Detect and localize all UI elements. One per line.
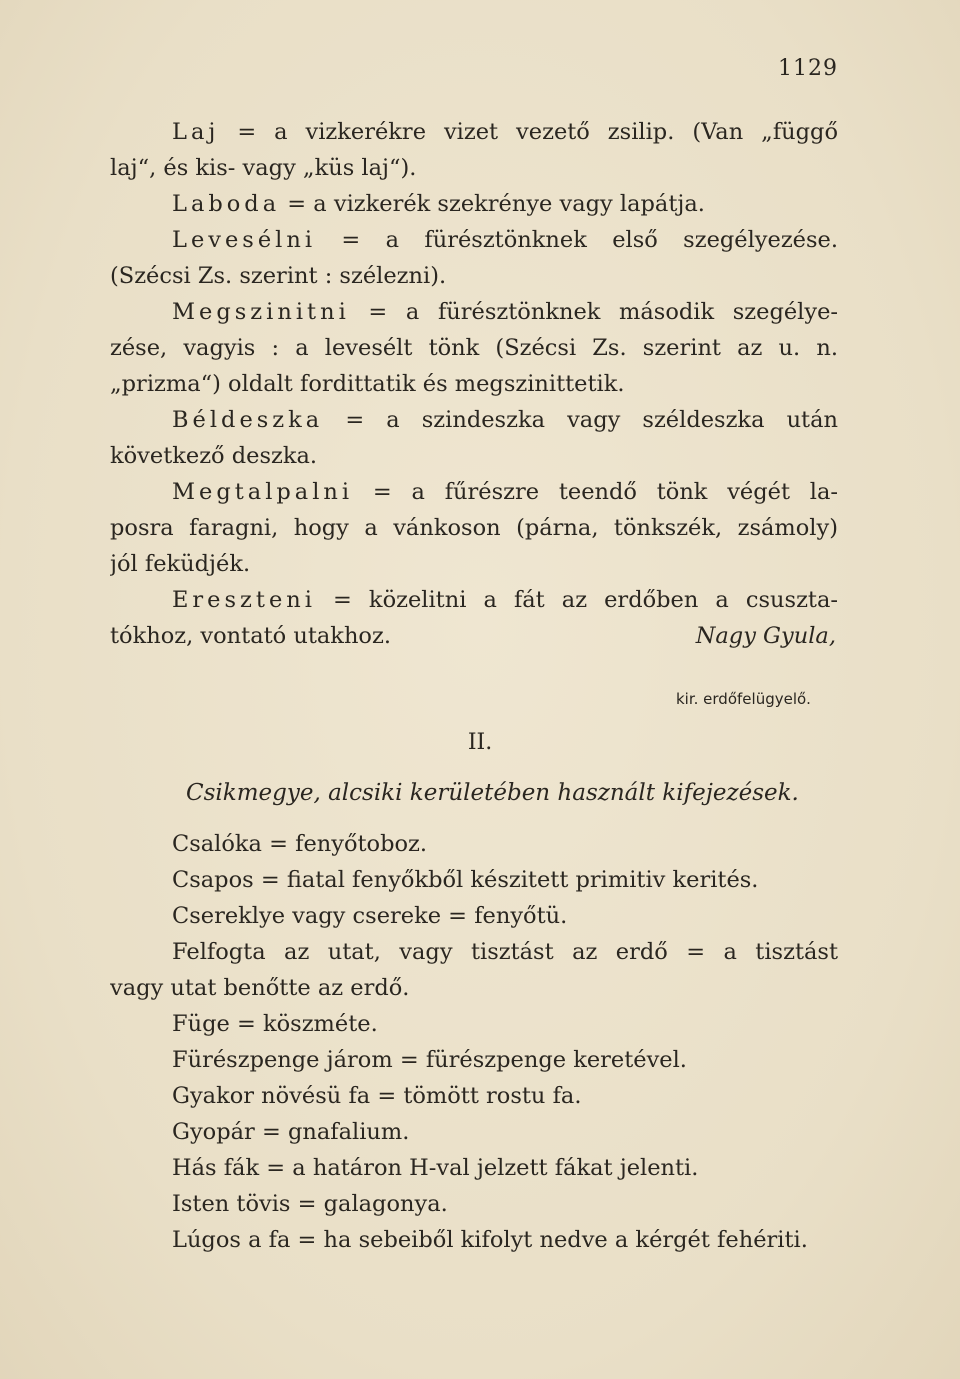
term-levesel: Levesélni: [172, 227, 317, 253]
definition-text: = a vizkerék szekrénye vagy lapátja.: [287, 191, 705, 217]
definition-text: = a fűrészre teendő tönk végét la-: [372, 479, 838, 505]
entry-megszin-line-3: „prizma“) oldalt fordittatik és megszinittetik.: [110, 371, 625, 397]
term-laboda: Laboda: [172, 191, 281, 217]
entry-line: Lúgos a fa = ha sebeiből kifolyt nedve a kérgét fehériti.: [172, 1227, 808, 1253]
entry-eresz-line-1: [110, 582, 838, 618]
definition-text: = közelitni a fát az erdőben a csuszta-: [333, 587, 838, 613]
term-beldeszka: Béldeszka: [172, 407, 324, 433]
entry-laboda: [110, 186, 838, 222]
entry-line: Csapos = fiatal fenyőkből készitett primitiv kerités.: [172, 867, 759, 893]
section-title: [186, 780, 799, 806]
entry-levesel-line-2: (Szécsi Zs. szerint : szélezni).: [110, 263, 447, 289]
definition-text: = a vizkerékre vizet vezető zsilip. (Van „függő: [237, 119, 838, 145]
entry-megtalp-line-1: [110, 474, 838, 510]
entry-laj-line-1: [110, 114, 838, 150]
page-number: 1129: [778, 56, 838, 81]
entry-line: Füge = köszméte.: [172, 1011, 378, 1037]
author-title: kir. erdőfelügyelő.: [676, 690, 811, 708]
entry-line: Felfogta az utat, vagy tisztást az erdő = a tisztást: [172, 939, 838, 965]
entry-line: Isten tövis = galagonya.: [172, 1191, 448, 1217]
entry-line: Gyopár = gnafalium.: [172, 1119, 410, 1145]
entry-megszin-line-1: [110, 294, 838, 330]
section-number: II.: [467, 730, 493, 755]
term-eresz: Ereszteni: [172, 587, 316, 613]
entry-laj-line-2: laj“, és kis- vagy „küs laj“).: [110, 155, 417, 181]
entry-line: Gyakor növésü fa = tömött rostu fa.: [172, 1083, 582, 1109]
entry-megtalp-line-3: jól feküdjék.: [110, 551, 251, 577]
entry-beldeszka-line-1: [110, 402, 838, 438]
entry-line: Hás fák = a határon H-val jelzett fákat jelenti.: [172, 1155, 699, 1181]
glossary-part-two: [110, 826, 838, 1258]
term-megtalp: Megtalpalni: [172, 479, 354, 505]
definition-text: = a szindeszka vagy széldeszka után: [345, 407, 838, 433]
entry-levesel-line-1: [110, 222, 838, 258]
entry-line: Csalóka = fenyőtoboz.: [172, 831, 428, 857]
entry-line: Csereklye vagy csereke = fenyőtü.: [172, 903, 568, 929]
definition-text: = a fürésztönknek első szegélyezése.: [341, 227, 838, 253]
entry-beldeszka-line-2: következő deszka.: [110, 443, 318, 469]
definition-text: = a fürésztönknek második szegélye-: [368, 299, 838, 325]
entry-line: Fürészpenge járom = fürészpenge keretével.: [172, 1047, 687, 1073]
term-laj: Laj: [172, 119, 220, 145]
author-name: Nagy Gyula,: [695, 623, 836, 649]
section-title-county: Csikmegye,: [186, 780, 321, 806]
definition-text: tókhoz, vontató utakhoz.: [110, 623, 391, 649]
section-title-rest: alcsiki kerületében használt kifejezések.: [328, 780, 799, 806]
entry-megszin-line-2: zése, vagyis : a levesélt tönk (Szécsi Zs. szerint az u. n.: [110, 335, 838, 361]
entry-eresz-line-2: [110, 618, 838, 654]
glossary-part-one: [110, 114, 838, 654]
term-megszin: Megszinitni: [172, 299, 350, 325]
entry-megtalp-line-2: posra faragni, hogy a vánkoson (párna, tönkszék, zsámoly): [110, 515, 838, 541]
entry-line: vagy utat benőtte az erdő.: [110, 975, 410, 1001]
